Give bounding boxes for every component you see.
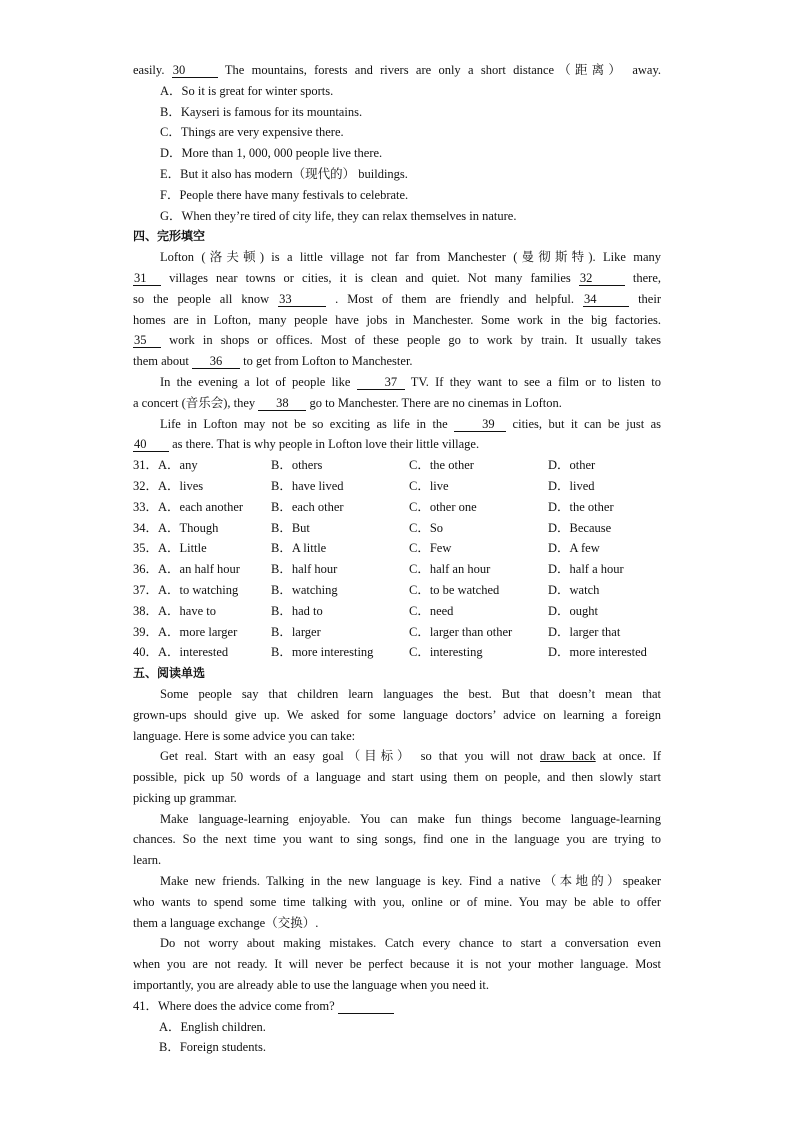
option-a[interactable]	[133, 497, 271, 518]
option-b[interactable]: B．Foreign students.	[159, 1040, 266, 1055]
option-b[interactable]: B．A little	[271, 541, 327, 556]
passage-line	[133, 60, 661, 81]
text: villages near towns or cities, it is clean and quiet. Not many families	[169, 270, 571, 285]
blank-37[interactable]: 37	[357, 375, 405, 390]
passage-line	[133, 746, 661, 767]
question-number: 35．	[133, 541, 159, 556]
text: easily.	[133, 63, 165, 77]
text: work in shops or offices. Most of these people go to work by train. It usually takes	[169, 333, 662, 348]
blank-36[interactable]: 36	[192, 354, 240, 369]
option-text: A．more larger	[158, 624, 238, 639]
text: as there. That is why people in Lofton love their little village.	[172, 437, 480, 452]
question-number: 32．	[133, 478, 159, 493]
text: Life in Lofton may not be so exciting as life in the	[160, 416, 448, 431]
question-row	[133, 559, 661, 580]
option-b[interactable]: B．each other	[271, 499, 344, 514]
option-c[interactable]: C．need	[409, 603, 454, 618]
option-c[interactable]: C．half an hour	[409, 562, 491, 577]
option-a[interactable]	[133, 601, 271, 622]
text: cities, but it can be just as	[512, 416, 662, 431]
option-d[interactable]: D．A few	[548, 541, 600, 556]
question-number: 36．	[133, 562, 159, 577]
option-d[interactable]: D．Because	[548, 520, 612, 535]
text: Get real. Start with an easy goal（目标） so that you will not	[160, 749, 533, 764]
passage-line: Make language-learning enjoyable. You can make fun things become language-learning	[160, 811, 661, 826]
question-number: 37．	[133, 582, 159, 597]
blank-31[interactable]: 31	[133, 271, 161, 286]
passage-line: importantly, you are already able to use the language when you need it.	[133, 978, 490, 993]
passage-line: them a language exchange（交换）.	[133, 915, 319, 930]
passage-line: possible, pick up 50 words of a language and start using them on people, and then slowly start	[133, 770, 661, 785]
blank-30[interactable]: 30	[172, 63, 218, 78]
passage-line	[133, 268, 661, 289]
option-b[interactable]: B．larger	[271, 624, 321, 639]
option-c[interactable]: C．other one	[409, 499, 477, 514]
passage-line	[133, 330, 661, 351]
option-a[interactable]: A．English children.	[159, 1019, 266, 1034]
text: a concert (音乐会), they	[133, 395, 256, 410]
option-text: A．have to	[158, 603, 216, 618]
cloze-question-list	[133, 455, 661, 663]
option-b[interactable]: B．half hour	[271, 562, 338, 577]
question-number: 33．	[133, 499, 159, 514]
passage-line: Do not worry about making mistakes. Catch every chance to start a conversation even	[160, 936, 661, 951]
passage-line	[133, 351, 661, 372]
passage-line: language. Here is some advice you can take:	[133, 728, 356, 743]
passage-line: grown-ups should give up. We asked for some language doctors’ advice on learning a foreign	[133, 707, 661, 722]
option-d[interactable]: D．lived	[548, 478, 595, 493]
passage-line: homes are in Lofton, many people have jobs in Manchester. Some work in the big factories.	[133, 312, 661, 327]
option-c[interactable]: C．live	[409, 478, 449, 493]
text: to get from Lofton to Manchester.	[243, 354, 413, 369]
option-b[interactable]: B．others	[271, 458, 323, 473]
passage-line	[133, 393, 661, 414]
text: them about	[133, 354, 189, 369]
option-a[interactable]	[133, 518, 271, 539]
option-b[interactable]: B．But	[271, 520, 310, 535]
option-a[interactable]	[133, 455, 271, 476]
question-number: 34．	[133, 520, 159, 535]
passage-line: when you are not ready. It will never be perfect because it is not your mother language. Most	[133, 957, 661, 972]
option-d[interactable]: D．ought	[548, 603, 599, 618]
option-c[interactable]: C．Few	[409, 541, 452, 556]
option-c: C．Things are very expensive there.	[160, 125, 344, 140]
option-c[interactable]: C．So	[409, 520, 444, 535]
passage-line: Make new friends. Talking in the new language is key. Find a native（本地的）speaker	[160, 874, 661, 889]
option-text: A．Though	[158, 520, 219, 535]
option-b[interactable]: B．had to	[271, 603, 323, 618]
text: so the people all know	[133, 291, 270, 306]
question-41	[133, 996, 661, 1017]
question-number: 39．	[133, 624, 159, 639]
option-a[interactable]	[133, 559, 271, 580]
passage-line	[133, 289, 661, 310]
option-d[interactable]: D．half a hour	[548, 562, 624, 577]
option-c[interactable]: C．to be watched	[409, 582, 500, 597]
blank-39[interactable]: 39	[454, 417, 506, 432]
option-f: F．People there have many festivals to celebrate.	[160, 187, 409, 202]
question-row	[133, 601, 661, 622]
section-heading: 四、完形填空	[133, 229, 206, 244]
option-e: E．But it also has modern（现代的） buildings.	[160, 166, 408, 181]
option-c[interactable]: C．the other	[409, 458, 474, 473]
answer-blank-41[interactable]	[338, 999, 394, 1014]
option-text: A．interested	[158, 645, 229, 660]
blank-33[interactable]: 33	[278, 292, 326, 307]
option-d[interactable]: D．larger that	[548, 624, 621, 639]
option-d[interactable]: D．more interested	[548, 645, 647, 660]
text: The mountains, forests and rivers are only a short distance（距离） away.	[224, 63, 662, 77]
blank-32[interactable]: 32	[579, 271, 625, 286]
blank-40[interactable]: 40	[133, 437, 169, 452]
option-text: A．an half hour	[158, 562, 240, 577]
text: their	[638, 291, 661, 306]
text: . Most of them are friendly and helpful.	[335, 291, 575, 306]
option-g: G．When they’re tired of city life, they can relax themselves in nature.	[160, 208, 517, 223]
passage-line: who wants to spend some time talking with you, online or of mine. You may be able to offer	[133, 894, 661, 909]
option-b[interactable]: B．more interesting	[271, 645, 374, 660]
blank-34[interactable]: 34	[583, 292, 629, 307]
option-c[interactable]: C．larger than other	[409, 624, 513, 639]
option-d[interactable]: D．the other	[548, 499, 614, 514]
passage-line: chances. So the next time you want to sing songs, find one in the language you are trying to	[133, 832, 661, 847]
passage-line	[133, 414, 661, 435]
option-a: A．So it is great for winter sports.	[160, 83, 334, 98]
question-row	[133, 455, 661, 476]
option-d[interactable]: D．watch	[548, 582, 600, 597]
option-a[interactable]	[133, 622, 271, 643]
option-d: D．More than 1, 000, 000 people live there.	[160, 146, 383, 161]
text: TV. If they want to see a film or to listen to	[410, 374, 661, 389]
option-text: A．each another	[158, 499, 244, 514]
option-b: B．Kayseri is famous for its mountains.	[160, 104, 363, 119]
passage-line: picking up grammar.	[133, 790, 237, 805]
passage-line	[133, 372, 661, 393]
question-number: 40．	[133, 645, 159, 660]
blank-35[interactable]: 35	[133, 333, 161, 348]
question-number: 38．	[133, 603, 159, 618]
passage-line: Some people say that children learn languages the best. But that doesn’t mean that	[160, 686, 661, 701]
question-stem: 41．Where does the advice come from?	[133, 998, 335, 1013]
text: at once. If	[602, 749, 662, 764]
option-b[interactable]: B．watching	[271, 582, 338, 597]
passage-line	[133, 434, 661, 455]
option-a[interactable]	[133, 642, 271, 663]
option-text: A．lives	[158, 478, 204, 493]
text: go to Manchester. There are no cinemas in Lofton.	[309, 395, 562, 410]
passage-line: Lofton (洛夫顿) is a little village not far from Manchester (曼彻斯特). Like many	[160, 250, 661, 265]
underlined-phrase: draw back	[540, 749, 596, 764]
text: there,	[632, 270, 662, 285]
question-row	[133, 538, 661, 559]
blank-38[interactable]: 38	[258, 396, 306, 411]
question-row	[133, 497, 661, 518]
question-row	[133, 580, 661, 601]
question-row	[133, 642, 661, 663]
question-row	[133, 622, 661, 643]
section-heading: 五、阅读单选	[133, 666, 206, 681]
option-text: A．any	[158, 458, 198, 473]
question-number: 31．	[133, 458, 159, 473]
option-a[interactable]	[133, 476, 271, 497]
option-d[interactable]: D．other	[548, 458, 596, 473]
option-a[interactable]	[133, 538, 271, 559]
option-text: A．Little	[158, 541, 207, 556]
option-a[interactable]	[133, 580, 271, 601]
option-b[interactable]: B．have lived	[271, 478, 344, 493]
option-text: A．to watching	[158, 582, 239, 597]
passage-line: learn.	[133, 853, 162, 868]
text: In the evening a lot of people like	[160, 374, 351, 389]
option-c[interactable]: C．interesting	[409, 645, 483, 660]
question-row	[133, 518, 661, 539]
question-row	[133, 476, 661, 497]
